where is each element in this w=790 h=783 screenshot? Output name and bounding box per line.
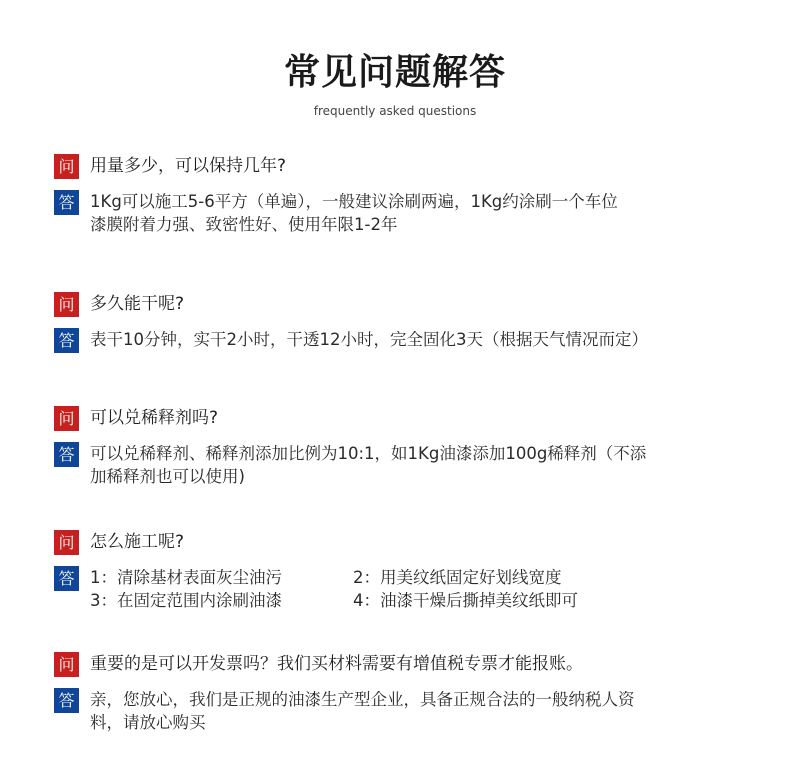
steps-grid <box>90 566 754 612</box>
answer-badge: 答 <box>54 190 79 215</box>
answer-row <box>54 566 754 612</box>
answer-badge: 答 <box>54 328 79 353</box>
faq-item-usage <box>54 154 754 292</box>
faq-item-application <box>54 530 754 652</box>
faq-item-thinner <box>54 406 754 530</box>
question-row <box>54 406 754 431</box>
faq-item-invoice <box>54 652 754 734</box>
question-badge: 问 <box>54 292 79 317</box>
answer-line: 亲，您放心，我们是正规的油漆生产型企业，具备正规合法的一般纳税人资 <box>90 690 635 709</box>
answer-row <box>54 328 754 351</box>
step-item: 3：在固定范围内涂刷油漆 <box>90 591 282 610</box>
step-item: 2：用美纹纸固定好划线宽度 <box>353 568 562 587</box>
answer-badge: 答 <box>54 566 79 591</box>
question-row <box>54 652 754 677</box>
step-item: 1：清除基材表面灰尘油污 <box>90 568 282 587</box>
answer-row <box>54 442 754 488</box>
faq-item-drying <box>54 292 754 406</box>
question-text: 用量多少，可以保持几年? <box>90 156 287 176</box>
step-item: 4：油漆干燥后撕掉美纹纸即可 <box>353 591 578 610</box>
question-badge: 问 <box>54 406 79 431</box>
answer-line: 漆膜附着力强、致密性好、使用年限1-2年 <box>90 215 398 234</box>
question-badge: 问 <box>54 154 79 179</box>
answer-line: 表干10分钟，实干2小时，干透12小时，完全固化3天（根据天气情况而定） <box>90 330 648 349</box>
page-title: 常见问题解答 <box>283 52 506 93</box>
page-subtitle: frequently asked questions <box>313 104 477 118</box>
answer-badge: 答 <box>54 442 79 467</box>
question-text: 怎么施工呢? <box>90 532 185 552</box>
question-text: 多久能干呢? <box>90 294 185 314</box>
answer-line: 加稀释剂也可以使用) <box>90 467 245 486</box>
answer-line: 1Kg可以施工5-6平方（单遍），一般建议涂刷两遍，1Kg约涂刷一个车位 <box>90 192 618 211</box>
faq-list <box>54 154 754 734</box>
answer-row <box>54 688 754 734</box>
question-row <box>54 154 754 179</box>
answer-badge: 答 <box>54 688 79 713</box>
question-badge: 问 <box>54 652 79 677</box>
question-text: 重要的是可以开发票吗？我们买材料需要有增值税专票才能报账。 <box>90 654 583 674</box>
question-text: 可以兑稀释剂吗? <box>90 408 219 428</box>
question-row <box>54 530 754 555</box>
answer-line: 可以兑稀释剂、稀释剂添加比例为10:1，如1Kg油漆添加100g稀释剂（不添 <box>90 444 647 463</box>
answer-row <box>54 190 754 236</box>
question-badge: 问 <box>54 530 79 555</box>
question-row <box>54 292 754 317</box>
answer-line: 料，请放心购买 <box>90 713 206 732</box>
